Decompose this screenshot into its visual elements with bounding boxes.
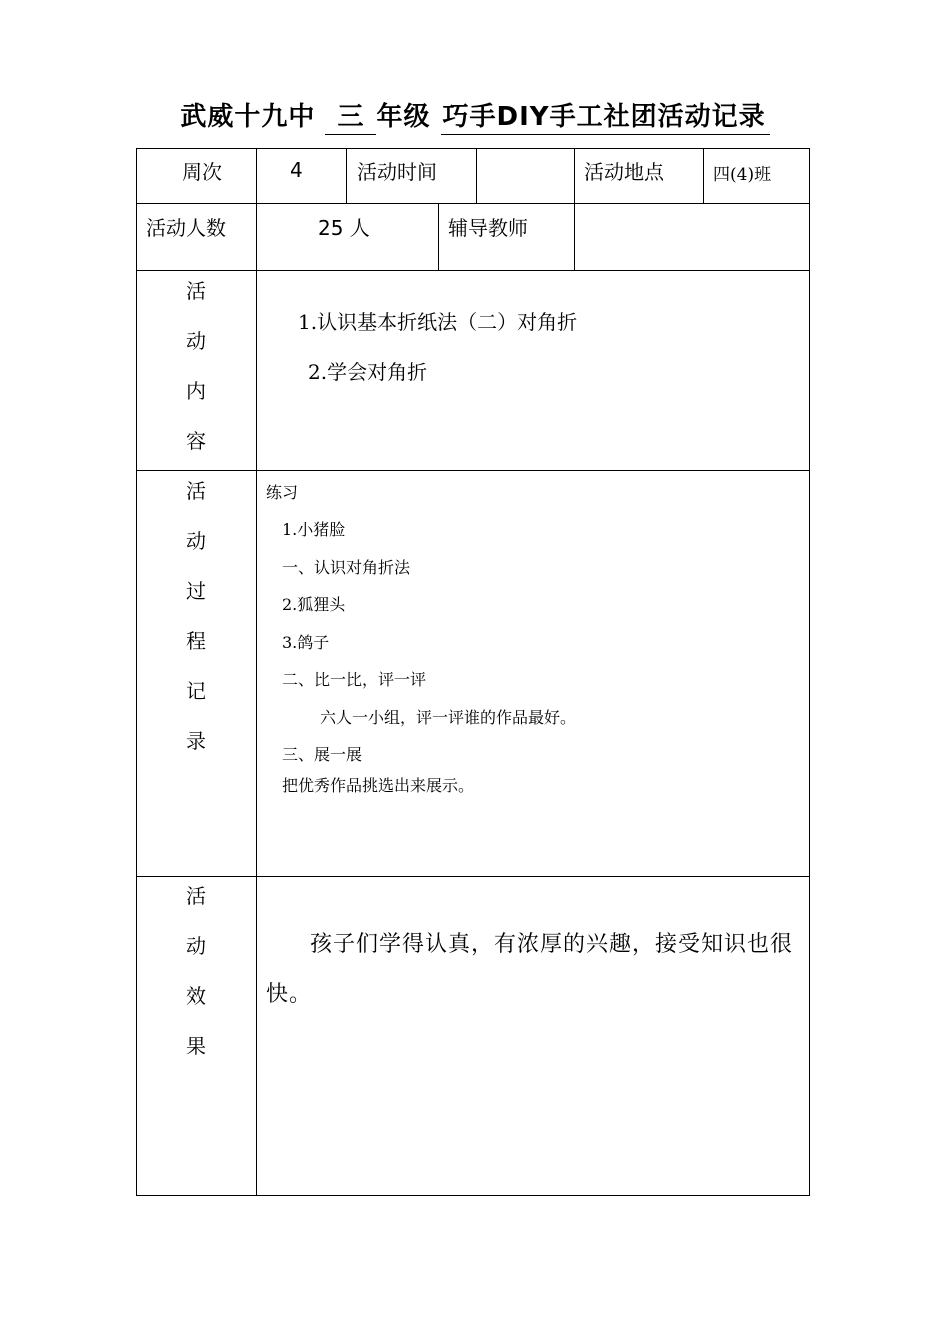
process-line: 练习 (266, 483, 299, 502)
process-line: 把优秀作品挑选出来展示。 (282, 776, 475, 795)
effect-label: 活 动 效 果 (186, 884, 206, 1058)
table-border (346, 148, 347, 204)
page-title (0, 96, 950, 135)
content-label: 活 动 内 容 (186, 279, 206, 453)
table-border (438, 203, 439, 271)
time-label: 活动时间 (357, 160, 437, 184)
process-line: 二、比一比，评一评 (282, 670, 427, 689)
week-label: 周次 (182, 160, 222, 184)
teacher-label: 辅导教师 (448, 216, 528, 240)
process-line: 1.小猪脸 (282, 520, 346, 539)
title-school: 武威十九中 (180, 102, 316, 132)
table-border (809, 148, 810, 1196)
process-line: 3.鸽子 (282, 633, 330, 652)
table-border (476, 148, 477, 204)
table-border (136, 1195, 810, 1196)
process-line: 六人一小组，评一评谁的作品最好。 (320, 708, 577, 727)
content-item: 2.学会对角折 (308, 360, 428, 384)
content-item: 1.认识基本折纸法（二）对角折 (298, 310, 578, 334)
table-border (703, 148, 704, 204)
title-grade: 三 (325, 100, 376, 135)
count-value: 25 人 (318, 216, 370, 240)
week-value: 4 (290, 158, 303, 182)
table-border (574, 203, 575, 271)
title-grade-suffix: 年级 (376, 102, 431, 132)
place-value: 四(4)班 (713, 165, 772, 185)
process-line: 三、展一展 (282, 745, 363, 764)
count-label: 活动人数 (146, 216, 226, 240)
place-label: 活动地点 (584, 160, 664, 184)
table-border (256, 148, 257, 1196)
table-border (136, 148, 810, 149)
process-line: 2.狐狸头 (282, 595, 346, 614)
process-label: 活 动 过 程 记 录 (186, 479, 206, 753)
table-border (574, 148, 575, 204)
process-line: 一、认识对角折法 (282, 558, 411, 577)
title-club: 巧手DIY手工社团活动记录 (441, 100, 770, 135)
effect-text: 孩子们学得认真，有浓厚的兴趣，接受知识也很快。 (266, 932, 794, 1007)
table-border (136, 203, 810, 204)
